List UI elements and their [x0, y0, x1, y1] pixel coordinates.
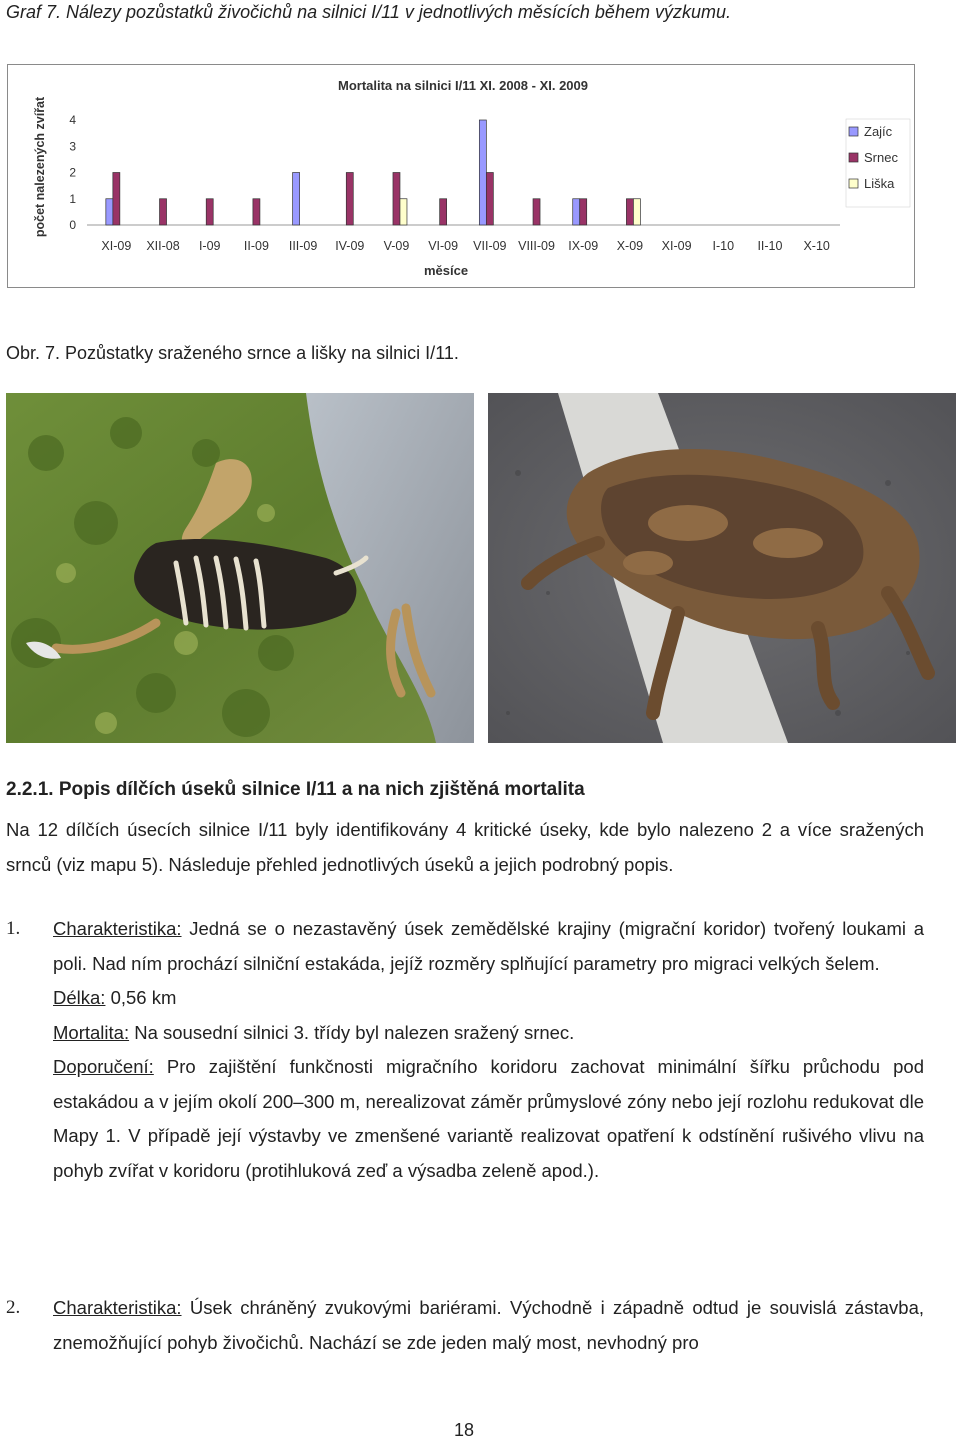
photo-caption: Obr. 7. Pozůstatky sraženého srnce a lišky na silnici I/11. — [6, 343, 459, 363]
deer-remains-photo — [6, 393, 474, 743]
char-label: Charakteristika: — [53, 1297, 182, 1318]
bar-zajíc — [293, 173, 300, 226]
segment-number: 2. — [6, 1297, 21, 1318]
bar-srnec — [486, 173, 493, 226]
x-tick-label: VII-09 — [473, 239, 507, 253]
char-label: Charakteristika: — [53, 918, 182, 939]
legend-label: Srnec — [864, 150, 898, 165]
y-tick-label: 2 — [69, 165, 76, 180]
fox-remains-photo — [488, 393, 956, 743]
y-tick-label: 4 — [69, 113, 76, 127]
x-tick-label: X-10 — [803, 239, 830, 253]
x-tick-label: I-09 — [198, 239, 221, 253]
y-tick-label: 1 — [69, 191, 76, 206]
bar-srnec — [440, 199, 447, 225]
fox-remains-image — [488, 393, 956, 743]
segment-mortality — [53, 1016, 924, 1051]
bar-srnec — [393, 173, 400, 226]
mortality-chart — [7, 64, 915, 288]
x-tick-label: X-09 — [616, 239, 644, 253]
length-label: Délka: — [53, 987, 106, 1008]
mortality-text: Na sousední silnici 3. třídy byl nalezen sražený srnec. — [129, 1021, 575, 1043]
chart-xlabel: měsíce — [423, 263, 469, 278]
bar-srnec — [206, 199, 213, 225]
x-tick-label: IV-09 — [335, 239, 365, 253]
bar-srnec — [113, 173, 120, 226]
char-text: Úsek chráněný zvukovými bariérami. Východně i západně odtud je souvislá zástavba, znemožňující pohyb živočichů. Nachází se zde jeden malý most, nevhodný pro — [53, 1297, 924, 1353]
x-tick-label: III-09 — [288, 239, 318, 253]
legend-swatch — [849, 127, 858, 136]
segment-body — [53, 1291, 924, 1360]
x-tick-label: IX-09 — [568, 239, 599, 253]
bar-zajíc — [479, 120, 486, 225]
bar-srnec — [626, 199, 633, 225]
bar-srnec — [253, 199, 260, 225]
x-tick-label: XII-08 — [146, 239, 180, 253]
bar-srnec — [580, 199, 587, 225]
mortality-label: Mortalita: — [53, 1021, 130, 1043]
section-heading: 2.2.1. Popis dílčích úseků silnice I/11 a na nich zjištěná mortalita — [6, 779, 585, 800]
bar-zajíc — [573, 199, 580, 225]
page-number: 18 — [453, 1420, 475, 1440]
x-tick-label: VIII-09 — [518, 239, 555, 253]
legend-label: Liška — [864, 176, 895, 191]
char-text: Jedná se o nezastavěný úsek zemědělské krajiny (migrační koridor) tvořený loukami a poli. Nad ním prochází silniční estakáda, jejíž rozměry splňující parametry pro migraci velkých šelem. — [53, 918, 924, 974]
segment-length — [53, 981, 924, 1016]
legend-swatch — [849, 153, 858, 162]
graph-caption: Graf 7. Nálezy pozůstatků živočichů na silnici I/11 v jednotlivých měsících během výzkumu. — [6, 2, 731, 22]
segment-number: 1. — [6, 918, 21, 939]
intro-paragraph: Na 12 dílčích úsecích silnice I/11 byly identifikovány 4 kritické úseky, kde bylo nalezeno 2 a více sražených srnců (viz mapu 5). Následuje přehled jednotlivých úseků a jejich podrobný popis. — [6, 819, 924, 875]
x-tick-label: I-10 — [712, 239, 735, 253]
segment-2 — [6, 1291, 924, 1360]
chart-ylabel: počet nalezených zvířat — [33, 96, 47, 238]
y-tick-label: 0 — [69, 218, 76, 232]
x-tick-label: VI-09 — [428, 239, 459, 253]
chart-canvas — [8, 65, 914, 287]
length-text: 0,56 km — [105, 987, 177, 1008]
segment-1 — [6, 912, 924, 1188]
bar-liška — [400, 199, 407, 225]
segment-body — [53, 912, 924, 1188]
bar-srnec — [346, 173, 353, 226]
legend-label: Zajíc — [864, 124, 893, 139]
segment-recommendation — [53, 1050, 924, 1188]
bar-srnec — [533, 199, 540, 225]
y-tick-label: 3 — [69, 139, 76, 154]
segment-characteristic — [53, 1291, 924, 1360]
legend-swatch — [849, 179, 858, 188]
recommendation-label: Doporučení: — [53, 1056, 154, 1077]
bar-zajíc — [106, 199, 113, 225]
x-tick-label: II-09 — [243, 239, 269, 253]
x-tick-label: XI-09 — [661, 239, 692, 253]
x-tick-label: XI-09 — [101, 239, 132, 253]
deer-remains-image — [6, 393, 474, 743]
x-tick-label: V-09 — [383, 239, 410, 253]
x-tick-label: II-10 — [757, 239, 783, 253]
bar-liška — [633, 199, 640, 225]
recommendation-text: Pro zajištění funkčnosti migračního koridoru zachovat minimální šířku průchodu pod estakádou a v jejím okolí 200–300 m, nerealizovat záměr průmyslové zóny nebo její rozlohu redukovat dle Mapy 1. V případě její výstavby ve zmenšené variantě realizovat opatření k odstínění rušivého vlivu na pohyb zvířat v koridoru (protihluková zeď a výsadba zeleně apod.). — [53, 1056, 924, 1181]
segment-characteristic — [53, 912, 924, 981]
chart-title: Mortalita na silnici I/11 XI. 2008 - XI. 2009 — [337, 78, 589, 93]
bar-srnec — [160, 199, 167, 225]
